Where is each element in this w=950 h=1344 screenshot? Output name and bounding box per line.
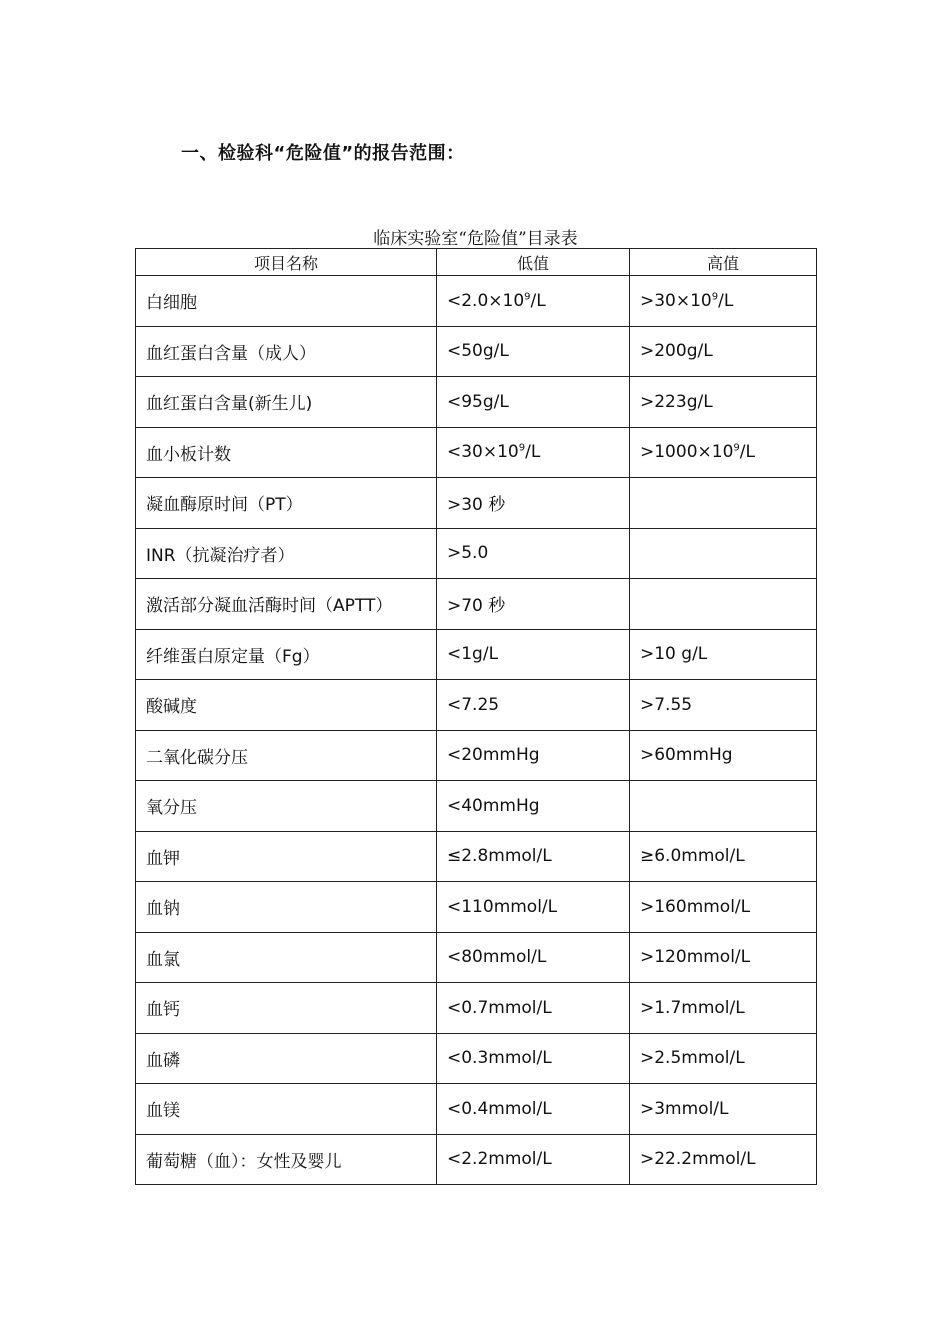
item-name-cell-text: 血红蛋白含量(新生儿)	[146, 394, 313, 415]
low-value-cell	[437, 478, 630, 529]
low-value-cell-text: <20mmHg	[447, 745, 540, 766]
table-row	[136, 276, 817, 327]
high-value-cell-text: >120mmol/L	[640, 947, 751, 968]
item-name-cell-text: 血红蛋白含量（成人）	[146, 343, 316, 364]
high-value-cell-text: >10 g/L	[640, 644, 708, 665]
low-value-cell-text: <40mmHg	[447, 795, 540, 816]
item-name-cell-text: 纤维蛋白原定量（Fg）	[146, 646, 320, 667]
low-value-cell-text: <110mmol/L	[447, 896, 558, 917]
high-value-cell	[630, 276, 817, 327]
critical-value-table	[135, 248, 817, 1185]
low-value-cell	[437, 730, 630, 781]
low-value-cell	[437, 882, 630, 933]
table-row	[136, 983, 817, 1034]
item-name-cell-text: 酸碱度	[146, 697, 197, 718]
low-value-cell-text: <0.7mmol/L	[447, 997, 552, 1018]
item-name-cell-text: 二氧化碳分压	[146, 747, 248, 768]
table-row	[136, 781, 817, 832]
low-value-cell-text: <0.3mmol/L	[447, 1048, 552, 1069]
low-value-cell	[437, 781, 630, 832]
high-value-cell-text: >1000×10	[640, 442, 734, 463]
high-value-cell	[630, 882, 817, 933]
table-caption: 临床实验室“危险值”目录表	[373, 229, 578, 249]
item-name-cell	[136, 1134, 437, 1185]
column-header-high-value: 高值	[630, 249, 817, 276]
high-value-cell	[630, 629, 817, 680]
item-name-cell-text: 凝血酶原时间（PT）	[146, 495, 303, 516]
item-name-cell	[136, 983, 437, 1034]
item-name-cell-text: 血磷	[146, 1050, 180, 1071]
low-value-cell-text: ≤2.8mmol/L	[447, 846, 552, 867]
item-name-cell	[136, 1033, 437, 1084]
table-row	[136, 730, 817, 781]
table-row	[136, 1033, 817, 1084]
low-value-cell-text: <50g/L	[447, 341, 509, 362]
table-row	[136, 579, 817, 630]
high-value-cell-text: ≥6.0mmol/L	[640, 846, 745, 867]
high-value-cell	[630, 579, 817, 630]
high-value-cell	[630, 983, 817, 1034]
item-name-cell-text: 氧分压	[146, 798, 197, 819]
item-name-cell	[136, 831, 437, 882]
high-value-cell	[630, 478, 817, 529]
table-row	[136, 1084, 817, 1135]
table-row	[136, 377, 817, 428]
low-value-cell-text: <7.25	[447, 694, 500, 715]
low-value-cell	[437, 932, 630, 983]
item-name-cell	[136, 377, 437, 428]
high-value-cell-text: >1.7mmol/L	[640, 997, 745, 1018]
low-value-cell-exponent: 9	[524, 291, 531, 303]
item-name-cell-text: 激活部分凝血活酶时间（APTT）	[146, 596, 393, 617]
high-value-cell-text: >223g/L	[640, 391, 713, 412]
high-value-cell	[630, 730, 817, 781]
item-name-cell	[136, 781, 437, 832]
high-value-cell-unit: /L	[739, 442, 755, 463]
high-value-cell	[630, 1084, 817, 1135]
low-value-cell	[437, 528, 630, 579]
low-value-cell-text: <95g/L	[447, 391, 509, 412]
low-value-cell	[437, 1033, 630, 1084]
item-name-cell-text: 血氯	[146, 949, 180, 970]
item-name-cell-text: 血钙	[146, 1000, 180, 1021]
high-value-cell	[630, 326, 817, 377]
low-value-cell-text: <2.0×10	[447, 290, 525, 311]
item-name-cell-text: 白细胞	[146, 293, 197, 314]
column-header-low-value: 低值	[437, 249, 630, 276]
item-name-cell-text: 血小板计数	[146, 444, 231, 465]
item-name-cell	[136, 629, 437, 680]
high-value-cell-text: >30×10	[640, 290, 712, 311]
high-value-cell	[630, 1033, 817, 1084]
low-value-cell	[437, 1084, 630, 1135]
high-value-cell	[630, 680, 817, 731]
high-value-cell	[630, 528, 817, 579]
item-name-cell	[136, 326, 437, 377]
high-value-cell-text: >2.5mmol/L	[640, 1048, 745, 1069]
low-value-cell-exponent: 9	[518, 442, 526, 454]
low-value-cell	[437, 276, 630, 327]
item-name-cell	[136, 680, 437, 731]
item-name-cell-text: 血钠	[146, 899, 180, 920]
low-value-cell-text: >70 秒	[447, 596, 506, 617]
high-value-cell-text: >200g/L	[640, 341, 713, 362]
low-value-cell-unit: /L	[525, 442, 541, 463]
high-value-cell	[630, 427, 817, 478]
high-value-cell-text: >7.55	[640, 694, 693, 715]
high-value-cell-text: >3mmol/L	[640, 1098, 729, 1119]
low-value-cell	[437, 629, 630, 680]
low-value-cell-text: >5.0	[447, 543, 489, 564]
table-row	[136, 932, 817, 983]
low-value-cell-text: <80mmol/L	[447, 947, 547, 968]
high-value-cell	[630, 781, 817, 832]
item-name-cell	[136, 579, 437, 630]
table-row	[136, 831, 817, 882]
high-value-cell-text: >22.2mmol/L	[640, 1149, 756, 1170]
item-name-cell	[136, 478, 437, 529]
low-value-cell-text: <30×10	[447, 442, 519, 463]
item-name-cell	[136, 932, 437, 983]
high-value-cell	[630, 1134, 817, 1185]
high-value-cell	[630, 377, 817, 428]
table-row	[136, 528, 817, 579]
low-value-cell	[437, 377, 630, 428]
low-value-cell	[437, 831, 630, 882]
high-value-cell-exponent: 9	[711, 291, 719, 303]
low-value-cell	[437, 1134, 630, 1185]
table-row	[136, 629, 817, 680]
item-name-cell-text: INR（抗凝治疗者）	[146, 545, 295, 566]
low-value-cell	[437, 983, 630, 1034]
table-row	[136, 326, 817, 377]
table-row	[136, 680, 817, 731]
high-value-cell-exponent: 9	[733, 442, 740, 454]
high-value-cell-text: >60mmHg	[640, 745, 733, 766]
low-value-cell	[437, 427, 630, 478]
low-value-cell	[437, 579, 630, 630]
item-name-cell	[136, 427, 437, 478]
item-name-cell	[136, 730, 437, 781]
table-row	[136, 882, 817, 933]
high-value-cell-unit: /L	[718, 290, 734, 311]
table-row	[136, 427, 817, 478]
low-value-cell-unit: /L	[530, 290, 546, 311]
table-row	[136, 478, 817, 529]
low-value-cell-text: >30 秒	[447, 495, 506, 516]
low-value-cell-text: <2.2mmol/L	[447, 1149, 552, 1170]
item-name-cell	[136, 1084, 437, 1135]
high-value-cell	[630, 932, 817, 983]
item-name-cell	[136, 276, 437, 327]
item-name-cell	[136, 882, 437, 933]
high-value-cell	[630, 831, 817, 882]
item-name-cell-text: 葡萄糖（血）：女性及婴儿	[146, 1151, 342, 1172]
high-value-cell-text: >160mmol/L	[640, 896, 751, 917]
low-value-cell	[437, 326, 630, 377]
column-header-item-name: 项目名称	[136, 249, 437, 276]
table-header-row	[136, 249, 817, 276]
item-name-cell	[136, 528, 437, 579]
low-value-cell	[437, 680, 630, 731]
table-row	[136, 1134, 817, 1185]
section-heading: 一、检验科“危险值”的报告范围：	[181, 143, 465, 164]
low-value-cell-text: <1g/L	[447, 644, 499, 665]
low-value-cell-text: <0.4mmol/L	[447, 1098, 552, 1119]
item-name-cell-text: 血钾	[146, 848, 180, 869]
item-name-cell-text: 血镁	[146, 1101, 180, 1122]
